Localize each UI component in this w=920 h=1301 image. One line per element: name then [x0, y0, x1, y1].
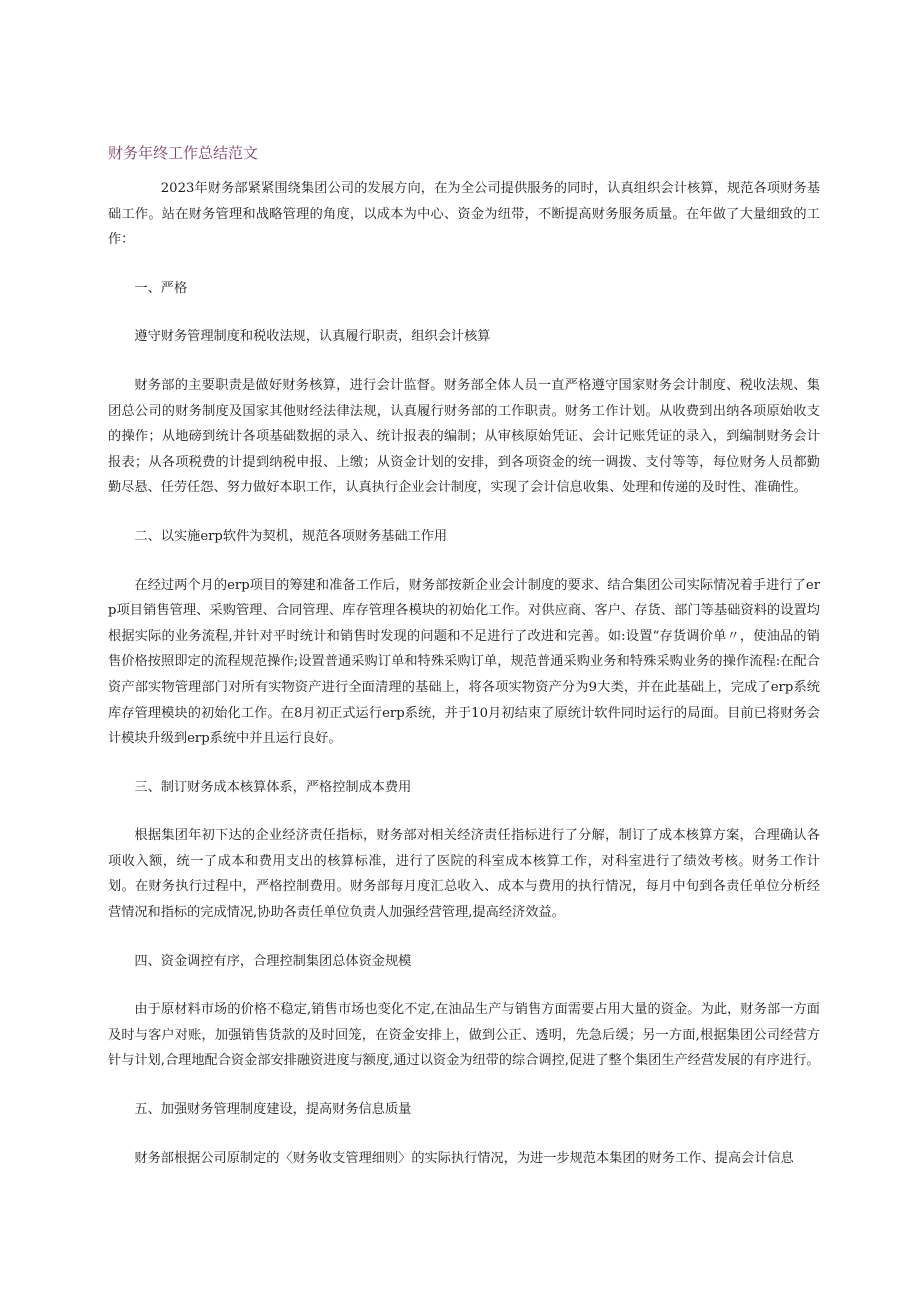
section-3-body: 根据集团年初下达的企业经济责任指标，财务部对相关经济责任指标进行了分解，制订了成本核算方案，合理确认各项收入额，统一了成本和费用支出的核算标准，进行了医院的科室成本核算工作，对科室进行了绩效考核。财务工作计划。在财务执行过程中，严格控制费用。财务部每月度汇总收入、成本与费用的执行情况，每月中旬到各责任单位分析经营情况和指标的完成情况,协助各责任单位负责人加强经营管理,提高经济效益。: [108, 828, 820, 921]
document-title: 财务年终工作总结范文: [108, 144, 259, 162]
intro-paragraph: 2023年财务部紧紧围绕集团公司的发展方向，在为全公司提供服务的同时，认真组织会计核算，规范各项财务基础工作。站在财务管理和战略管理的角度，以成本为中心、资金为纽带，不断提高财务服务质量。在年做了大量细致的工作：: [108, 181, 820, 248]
section-3-heading: 三、制订财务成本核算体系，严格控制成本费用: [134, 779, 412, 795]
section-5-body: 财务部根据公司原制定的〈财务收支管理细则〉的实际执行情况，为进一步规范本集团的财务工作、提高会计信息: [134, 1150, 794, 1166]
section-2-heading: 二、以实施erp软件为契机，规范各项财务基础工作用: [134, 528, 448, 544]
section-4-body: 由于原材料市场的价格不稳定,销售市场也变化不定,在油品生产与销售方面需要占用大量的资金。为此，财务部一方面及时与客户对账，加强销售货款的及时回笼，在资金安排上，做到公正、透明，先急后缓；另一方面,根据集团公司经营方针与计划,合理地配合资金部安排融资进度与额度,通过以资金为纽带的综合调控,促进了整个集团生产经营发展的有序进行。: [108, 1002, 820, 1069]
document-page: [108, 140, 820, 1171]
section-1-heading: 一、严格: [134, 280, 188, 296]
section-2-body: 在经过两个月的erp项目的筹建和准备工作后，财务部按新企业会计制度的要求、结合集团公司实际情况着手进行了erp项目销售管理、采购管理、合同管理、库存管理各模块的初始化工作。对供应商、客户、存货、部门等基础资料的设置均根据实际的业务流程,并针对平时统计和销售时发现的问题和不足进行了改进和完善。如:设置“存货调价单〃，使油品的销售价格按照即定的流程规范操作;设置普通采购订单和特殊采购订单，规范普通采购业务和特殊采购业务的操作流程:在配合资产部实物管理部门对所有实物资产进行全面清理的基础上，将各项实物资产分为9大类，并在此基础上，完成了erp系统库存管理模块的初始化工作。在8月初正式运行erp系统，并于10月初结束了原统计软件同时运行的局面。目前已将财务会计模块升级到erp系统中并且运行良好。: [108, 577, 820, 747]
section-1-body: 财务部的主要职责是做好财务核算，进行会计监督。财务部全体人员一直严格遵守国家财务会计制度、税收法规、集团总公司的财务制度及国家其他财经法律法规，认真履行财务部的工作职责。财务工作计划。从收费到出纳各项原始收支的操作；从地磅到统计各项基础数据的录入、统计报表的编制；从审核原始凭证、会计记账凭证的录入，到编制财务会计报表；从各项税费的计提到纳税申报、上缴；从资金计划的安排，到各项资金的统一调拨、支付等等，每位财务人员都勤勤尽悬、任劳任怨、努力做好本职工作，认真执行企业会计制度，实现了会计信息收集、处理和传递的及时性、准确性。: [108, 377, 820, 496]
section-5-heading: 五、加强财务管理制度建设，提高财务信息质量: [134, 1102, 412, 1118]
section-4-heading: 四、资金调控有序，合理控制集团总体资金规模: [134, 953, 412, 969]
section-1-subheading: 遵守财务管理制度和税收法规，认真履行职责，组织会计核算: [134, 329, 491, 345]
